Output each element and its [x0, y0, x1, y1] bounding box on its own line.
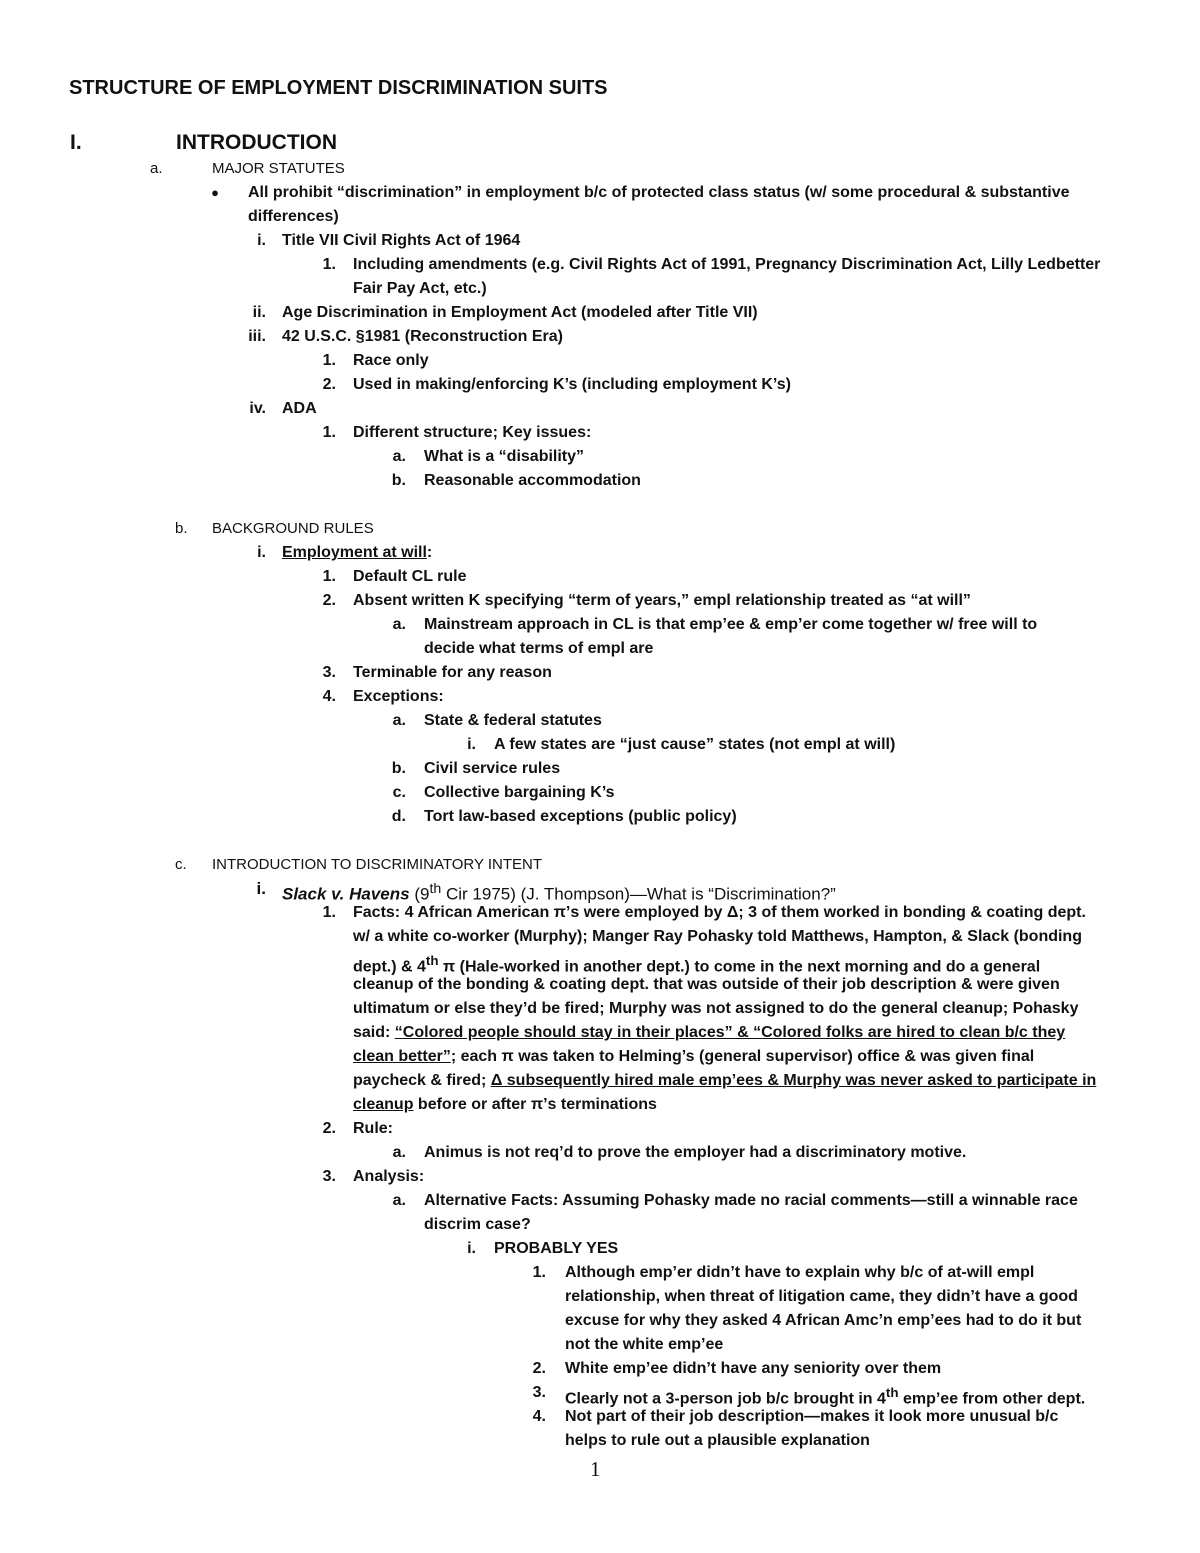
letter-marker: b.: [175, 520, 188, 537]
number-marker: 4.: [532, 1408, 546, 1425]
superscript: th: [885, 1385, 899, 1400]
letter-marker: a.: [392, 1144, 406, 1161]
number-marker: 3.: [322, 1168, 336, 1185]
text-part: paycheck & fired;: [353, 1072, 491, 1089]
letter-marker: a.: [392, 448, 406, 465]
subsection-heading: BACKGROUND RULES: [212, 520, 374, 537]
number-marker: 1.: [322, 424, 336, 441]
list-item-text: Facts: 4 African American π’s were employed by Δ; 3 of them worked in bonding & coating dept.: [353, 904, 1086, 921]
list-item-text: Animus is not req’d to prove the employer had a discriminatory motive.: [424, 1144, 967, 1161]
number-marker: 2.: [532, 1360, 546, 1377]
list-item-continuation: w/ a white co-worker (Murphy); Manger Ray Pohasky told Matthews, Hampton, & Slack (bonding: [353, 928, 1082, 945]
list-item-continuation: Fair Pay Act, etc.): [353, 280, 487, 297]
list-item-continuation: [353, 1045, 1034, 1069]
number-marker: 2.: [322, 592, 336, 609]
number-marker: 1.: [322, 352, 336, 369]
list-item-text: [282, 541, 432, 565]
text-part: emp’ee from other dept.: [898, 1390, 1086, 1408]
text-part: before or after π’s terminations: [413, 1096, 657, 1113]
underlined-quote: “Colored people should stay in their places” & “Colored folks are hired to clean b/c they: [394, 1024, 1066, 1041]
roman-marker: i.: [257, 544, 266, 561]
page-number: 1: [590, 1457, 601, 1481]
list-item-continuation: [353, 1093, 657, 1117]
document-title: STRUCTURE OF EMPLOYMENT DISCRIMINATION SUITS: [69, 77, 608, 99]
number-marker: 1.: [322, 568, 336, 585]
list-item-text: Not part of their job description—makes it look more unusual b/c: [565, 1408, 1059, 1425]
list-item-text: Reasonable accommodation: [424, 472, 641, 489]
roman-marker: iv.: [249, 400, 266, 417]
roman-marker: i.: [467, 1240, 476, 1257]
list-item-text: Alternative Facts: Assuming Pohasky made no racial comments—still a winnable race: [424, 1192, 1078, 1209]
letter-marker: a.: [150, 160, 163, 177]
underlined-quote: clean better”: [353, 1048, 451, 1065]
list-item-continuation: relationship, when threat of litigation came, they didn’t have a good: [565, 1288, 1078, 1305]
text-part: ; each π was taken to Helming’s (general supervisor) office & was given final: [450, 1048, 1035, 1065]
list-item-continuation: decide what terms of empl are: [424, 640, 654, 657]
list-item-text: PROBABLY YES: [494, 1240, 619, 1257]
list-item-text: Analysis:: [353, 1168, 425, 1185]
roman-marker: iii.: [248, 328, 266, 345]
colon: :: [426, 544, 433, 561]
list-item-text: 42 U.S.C. §1981 (Reconstruction Era): [282, 328, 563, 345]
list-item-text: Tort law-based exceptions (public policy): [424, 808, 737, 825]
letter-marker: b.: [391, 472, 406, 489]
list-item-text: Different structure; Key issues:: [353, 424, 592, 441]
letter-marker: b.: [391, 760, 406, 777]
list-item-continuation: differences): [248, 208, 339, 225]
number-marker: 1.: [322, 256, 336, 273]
list-item-continuation: ultimatum or else they’d be fired; Murphy was not assigned to do the general cleanup; Pohasky: [353, 1000, 1079, 1017]
subsection-heading: INTRODUCTION TO DISCRIMINATORY INTENT: [212, 856, 543, 873]
number-marker: 3.: [322, 664, 336, 681]
number-marker: 2.: [322, 1120, 336, 1137]
section-heading: INTRODUCTION: [176, 131, 337, 154]
text-part: said:: [353, 1024, 395, 1041]
letter-marker: c.: [392, 784, 406, 801]
list-item-continuation: excuse for why they asked 4 African Amc’n emp’ees had to do it but: [565, 1312, 1082, 1329]
list-item-text: ADA: [282, 400, 317, 417]
underlined-text: Δ subsequently hired male emp’ees & Murphy was never asked to participate in: [490, 1072, 1097, 1089]
list-item-continuation: cleanup of the bonding & coating dept. that was outside of their job description & were given: [353, 976, 1060, 993]
list-item-text: White emp’ee didn’t have any seniority over them: [565, 1360, 942, 1377]
case-name: Slack v. Havens: [282, 884, 410, 904]
roman-marker: i.: [257, 232, 266, 249]
list-item-text: All prohibit “discrimination” in employment b/c of protected class status (w/ some procedural & substantive: [248, 184, 1070, 201]
subsection-heading: MAJOR STATUTES: [212, 160, 345, 177]
text-part: π (Hale-worked in another dept.) to come in the next morning and do a general: [438, 958, 1041, 976]
list-item-text: Rule:: [353, 1120, 393, 1137]
list-item-text: Absent written K specifying “term of years,” empl relationship treated as “at will”: [353, 592, 971, 609]
list-item-text: What is a “disability”: [424, 448, 585, 465]
list-item-text: Civil service rules: [424, 760, 561, 777]
list-item-continuation: [353, 1069, 1096, 1093]
letter-marker: a.: [392, 616, 406, 633]
cite-part: (9: [409, 884, 430, 904]
roman-marker: i.: [256, 879, 266, 898]
letter-marker: c.: [175, 856, 187, 873]
list-item-continuation: discrim case?: [424, 1216, 531, 1233]
list-item-text: Title VII Civil Rights Act of 1964: [282, 232, 521, 249]
number-marker: 1.: [322, 904, 336, 921]
list-item-text: Including amendments (e.g. Civil Rights Act of 1991, Pregnancy Discrimination Act, Lilly Ledbetter: [353, 256, 1101, 273]
list-item-continuation: [353, 1021, 1065, 1045]
roman-marker: i.: [467, 736, 476, 753]
list-item-text: Default CL rule: [353, 568, 467, 585]
list-item-text: State & federal statutes: [424, 712, 602, 729]
letter-marker: d.: [391, 808, 406, 825]
letter-marker: a.: [392, 1192, 406, 1209]
list-item-text: Terminable for any reason: [353, 664, 552, 681]
roman-marker: I.: [70, 131, 82, 154]
underlined-term: Employment at will: [282, 544, 427, 561]
superscript: th: [429, 881, 442, 897]
number-marker: 3.: [532, 1384, 546, 1401]
text-part: Clearly not a 3-person job b/c brought in 4: [565, 1390, 886, 1408]
underlined-text: cleanup: [353, 1096, 414, 1113]
list-item-text: Age Discrimination in Employment Act (modeled after Title VII): [282, 304, 758, 321]
bullet-icon: ●: [211, 185, 219, 200]
list-item-text: Race only: [353, 352, 429, 369]
number-marker: 2.: [322, 376, 336, 393]
number-marker: 4.: [322, 688, 336, 705]
letter-marker: a.: [392, 712, 406, 729]
list-item-text: Although emp’er didn’t have to explain why b/c of at-will empl: [565, 1264, 1035, 1281]
list-item-text: Used in making/enforcing K’s (including employment K’s): [353, 376, 791, 393]
list-item-continuation: not the white emp’ee: [565, 1336, 724, 1353]
roman-marker: ii.: [252, 304, 266, 321]
list-item-text: A few states are “just cause” states (not empl at will): [494, 736, 896, 753]
number-marker: 1.: [532, 1264, 546, 1281]
list-item-text: Exceptions:: [353, 688, 444, 705]
list-item-text: Collective bargaining K’s: [424, 784, 615, 801]
cite-part: Cir 1975) (J. Thompson)—What is “Discrimination?”: [441, 884, 836, 904]
text-part: dept.) & 4: [353, 958, 426, 976]
list-item-text: Mainstream approach in CL is that emp’ee & emp’er come together w/ free will to: [424, 616, 1038, 633]
list-item-continuation: helps to rule out a plausible explanation: [565, 1432, 870, 1449]
superscript: th: [425, 953, 439, 968]
